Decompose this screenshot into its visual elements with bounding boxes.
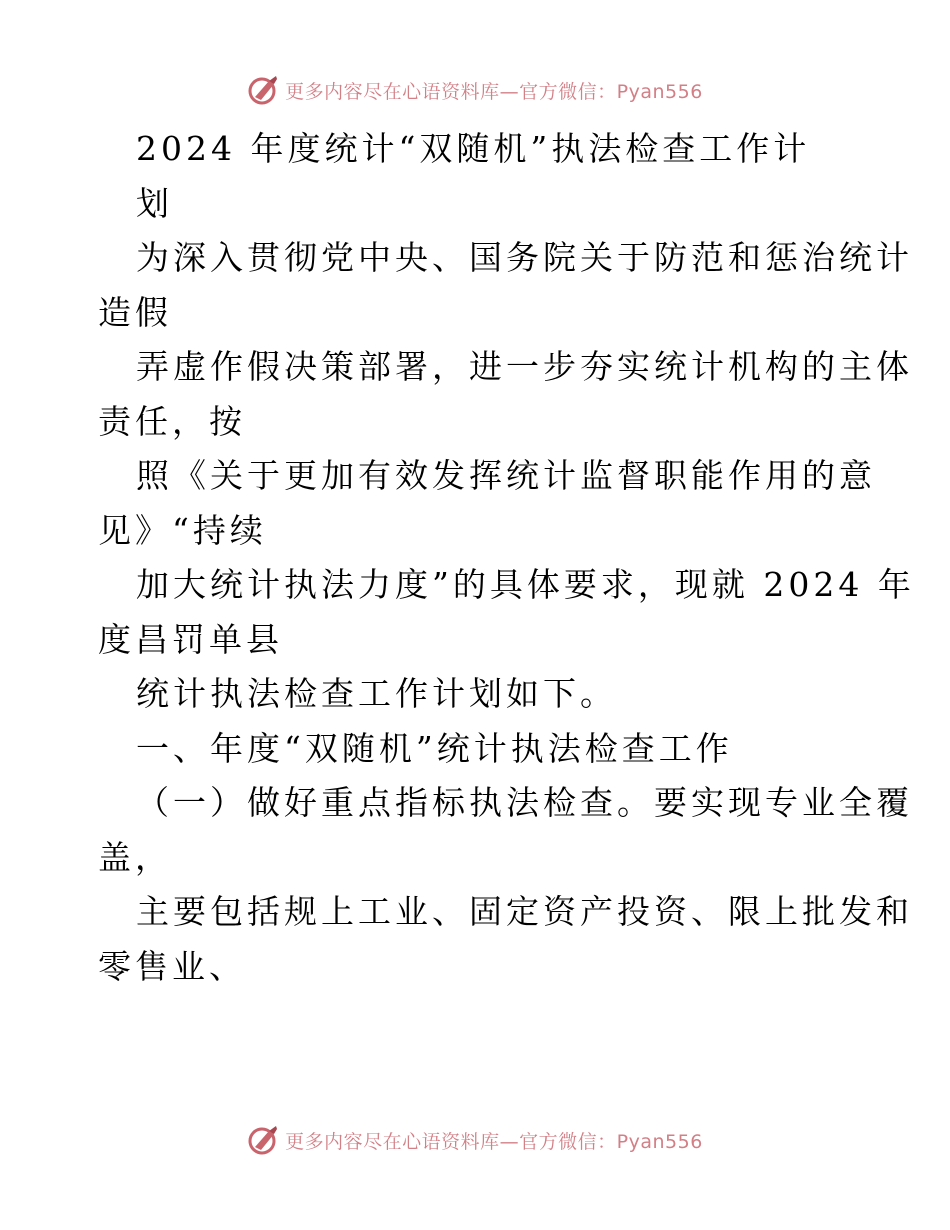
watermark-text: 更多内容尽在心语资料库—官方微信：Pyan556 xyxy=(285,80,703,103)
pen-logo-icon xyxy=(247,73,281,107)
header-watermark xyxy=(0,70,950,110)
paragraph-line: 弄虚作假决策部署，进一步夯实统计机构的主体 xyxy=(136,347,913,386)
paragraph-line: 盖， xyxy=(98,837,172,877)
paragraph-line: 造假 xyxy=(98,292,172,332)
paragraph-line: 零售业、 xyxy=(98,946,246,986)
paragraph-line: 责任，按 xyxy=(98,401,246,441)
paragraph-line: 照《关于更加有效发挥统计监督职能作用的意 xyxy=(136,456,876,495)
document-body xyxy=(98,122,915,994)
paragraph-line: 加大统计执法力度”的具体要求，现就 2024 年 xyxy=(136,565,915,604)
paragraph-line: （一）做好重点指标执法检查。要实现专业全覆 xyxy=(136,783,913,822)
pen-logo-icon xyxy=(247,1123,281,1157)
title-line-1: 2024 年度统计“双随机”执法检查工作计 xyxy=(136,129,811,168)
title-line-2: 划 xyxy=(136,183,173,223)
paragraph-line: 统计执法检查工作计划如下。 xyxy=(136,674,617,713)
watermark-text: 更多内容尽在心语资料库—官方微信：Pyan556 xyxy=(285,1130,703,1153)
paragraph-line: 见》“持续 xyxy=(98,510,267,550)
paragraph-line: 为深入贯彻党中央、国务院关于防范和惩治统计 xyxy=(136,238,913,277)
paragraph-line: 主要包括规上工业、固定资产投资、限上批发和 xyxy=(136,892,913,931)
footer-watermark xyxy=(0,1120,950,1160)
section-heading: 一、年度“双随机”统计执法检查工作 xyxy=(136,728,733,768)
paragraph-line: 度昌罚单县 xyxy=(98,619,283,659)
